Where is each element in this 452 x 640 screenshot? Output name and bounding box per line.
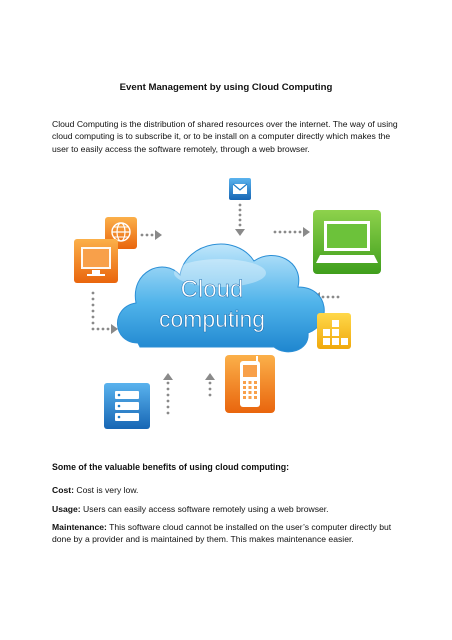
benefit-cost [52, 484, 404, 496]
arrow-mail-to-cloud [235, 204, 245, 236]
page-title: Event Management by using Cloud Computing [119, 82, 333, 93]
arrow-globe-to-cloud [141, 230, 162, 240]
arrow-monitor-to-cloud [92, 292, 118, 334]
cloud-computing-figure [60, 175, 390, 440]
benefit-maintenance [52, 521, 404, 546]
intro-paragraph: Cloud Computing is the distribution of shared resources over the internet. The way of using cloud computing is to subscribe it, or to be install on a computer directly which makes the user to easily access the software remotely, through a web browser. [52, 119, 398, 154]
benefit-label: Cost: [52, 485, 74, 495]
benefit-text: Cost is very low. [76, 485, 139, 495]
benefit-text: This software cloud cannot be installed on the user’s computer directly but done by a provider and is maintained by them. This makes maintenance easier. [52, 522, 392, 545]
arrow-cloud-to-laptop [274, 227, 310, 237]
benefit-usage [52, 503, 404, 515]
cloud-label-line2: computing [158, 306, 266, 332]
blocks-icon [317, 313, 351, 349]
cloud-label-line1: Cloud [180, 276, 244, 303]
server-icon [104, 383, 150, 429]
benefit-label: Maintenance: [52, 522, 107, 532]
arrow-server-to-cloud [163, 373, 173, 414]
benefit-text: Users can easily access software remotely using a web browser. [83, 504, 329, 514]
laptop-icon [313, 210, 381, 274]
mail-icon [229, 178, 251, 200]
monitor-icon [74, 239, 118, 283]
mobile-phone-icon [225, 355, 275, 413]
benefit-label: Usage: [52, 504, 81, 514]
benefits-heading: Some of the valuable benefits of using cloud computing: [52, 462, 290, 472]
arrow-phone-to-cloud [205, 373, 215, 396]
